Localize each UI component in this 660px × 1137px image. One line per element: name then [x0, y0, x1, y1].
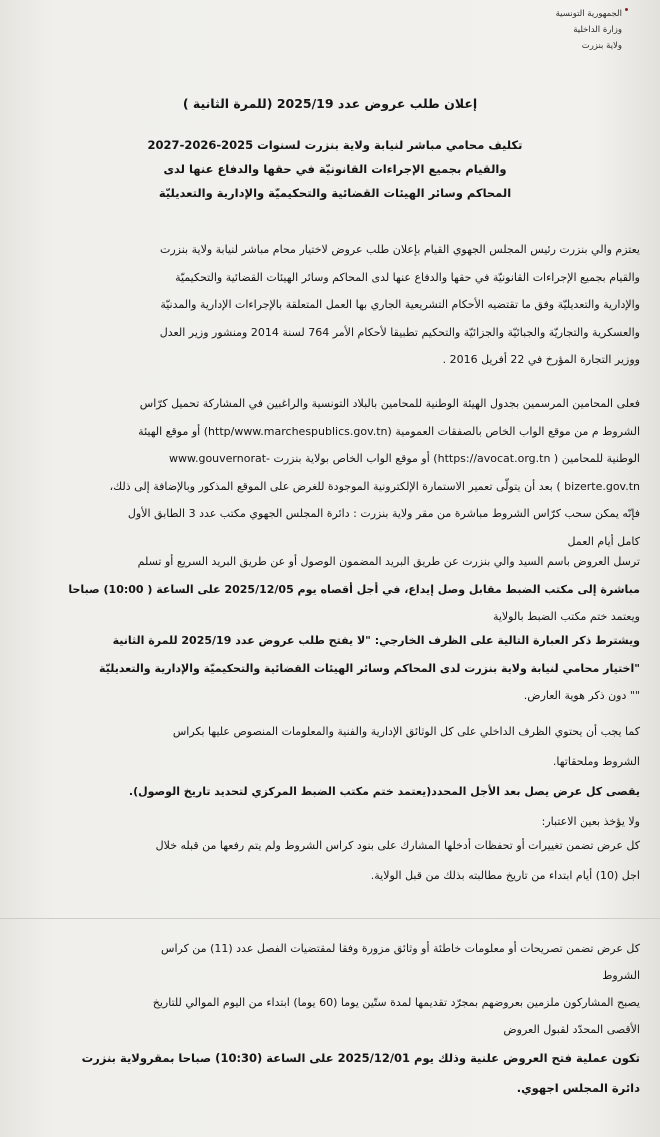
page-title: إعلان طلب عروض عدد 2025/19 (للمرة الثانية ) [182, 96, 478, 111]
subject-line: والقيام بجميع الإجراءات القانونيّة في حقها والدفاع عنها لدى [163, 162, 507, 176]
text-line: bizerte.gov.tn ) بعد أن يتولّى تعمير الاستمارة الإلكترونية الموجودة للغرض على الموقع المذكور وبالإضافة إلى ذلك، [109, 479, 640, 493]
paragraph-intro [24, 236, 640, 374]
text-line: الشروط وملحقاتها. [552, 755, 640, 768]
text-line: والقيام بجميع الإجراءات القانونيّة في حقها والدفاع عنها لدى المحاكم وسائر الهيئات القضائية والتحكيميّة [175, 270, 640, 284]
paragraph-envelope [24, 627, 640, 710]
subject-line: المحاكم وسائر الهيئات القضائية والتحكيميّة والإدارية والتعديليّة [158, 186, 512, 200]
text-line: فإنّه يمكن سحب كرّاس الشروط مباشرة من مقر ولاية بنزرت : دائرة المجلس الجهوي مكتب عدد 3 الطابق الأول [127, 507, 640, 520]
opening-line: دائرة المجلس اجهوي. [516, 1081, 640, 1095]
text-line: الشروط م من موقع الواب الخاص بالصفقات العمومية (http/www.marchespublics.gov.tn) أو موقع الهيئة [138, 424, 640, 438]
text-line: الشروط [602, 969, 640, 982]
text-line: والعسكرية والتجاريّة والجبائيّة والجزائيّة والتحكيم تطبيقا لأحكام الأمر 764 لسنة 2014 ومنشور وزير العدل [159, 325, 640, 339]
subject-line: تكليف محامي مباشر لنيابة ولاية بنزرت لسنوات 2025-2026-2027 [147, 138, 523, 152]
text-line: فعلى المحامين المرسمين بجدول الهيئة الوطنية للمحامين بالبلاد التونسية والراغبين في المشاركة تحميل كرّاس [139, 397, 640, 410]
paragraph-opening [24, 1043, 640, 1103]
text-line: كامل أيام العمل [567, 534, 640, 548]
paragraph-contents [24, 717, 640, 837]
text-line: الأقصى المحدّد لقبول العروض [503, 1023, 640, 1036]
text-line: ووزير التجارة المؤرخ في 22 أفريل 2016 . [442, 353, 640, 366]
paragraph-reservations [24, 831, 640, 891]
letterhead [482, 6, 622, 54]
text-line: كل عرض تضمن تصريحات أو معلومات خاطئة أو وثائق مزورة وفقا لمقتضيات الفصل عدد (11) من كراس [161, 942, 640, 955]
paragraph-validity [24, 935, 640, 1043]
text-line: كما يجب أن يحتوي الظرف الداخلي على كل الوثائق الإدارية والفنية والمعلومات المنصوص عليها بكراس [172, 725, 640, 738]
letterhead-governorate: ولاية بنزرت [581, 41, 622, 51]
text-line: اجل (10) أيام ابتداء من تاريخ مطالبته بذلك من قبل الولاية. [370, 869, 640, 882]
envelope-line: "اختيار محامي لنيابة ولاية بنزرت لدى المحاكم وسائر الهيئات القضائية والتحكيميّة والإدارية والتعديليّة [99, 661, 640, 675]
subject-block [120, 133, 550, 205]
paragraph-download [24, 390, 640, 555]
exclusion-line: يقصى كل عرض يصل بعد الأجل المحدد(يعتمد ختم مكتب الضبط المركزي لتحديد تاريخ الوصول). [128, 785, 640, 798]
text-line: يصبح المشاركون ملزمين بعروضهم بمجرّد تقديمها لمدة ستّين يوما (60 يوما) ابتداء من اليوم الموالي للتاريخ [152, 996, 640, 1009]
page-fold [0, 918, 660, 919]
text-line: "" دون ذكر هوية العارض. [523, 689, 640, 702]
text-line: ولا يؤخذ بعين الاعتبار: [541, 815, 640, 828]
envelope-line: ويشترط ذكر العبارة التالية على الظرف الخارجي: "لا يفتح طلب عروض عدد 2025/19 للمرة الثانية [112, 634, 640, 647]
deadline-line: مباشرة إلى مكتب الضبط مقابل وصل إيداع، في أجل أقصاه يوم 2025/12/05 على الساعة ( 10:00) صباحا [68, 582, 640, 596]
text-line: ويعتمد ختم مكتب الضبط بالولاية [492, 610, 640, 623]
text-line: يعتزم والي بنزرت رئيس المجلس الجهوي القيام بإعلان طلب عروض لاختيار محام مباشر لنيابة ولاية بنزرت [160, 243, 640, 256]
text-line: الوطنية للمحامين ( https://avocat.org.tn) أو موقع الواب الخاص بولاية بنزرت -www.gouvernorat [168, 452, 640, 465]
letterhead-ministry: وزارة الداخلية [573, 25, 622, 35]
text-line: والإدارية والتعديليّة وفق ما تقتضيه الأحكام التشريعية الجاري بها العمل المتعلقة بالإجراءات الإدارية والمدنيّة [160, 298, 640, 311]
corner-mark [625, 8, 628, 11]
text-line: ترسل العروض باسم السيد والي بنزرت عن طريق البريد المضمون الوصول أو عن طريق البريد السريع أو تسلم [137, 555, 640, 568]
letterhead-republic: الجمهورية التونسية [555, 9, 622, 19]
text-line: كل عرض تضمن تغييرات أو تحفظات أدخلها المشارك على بنود كراس الشروط ولم يتم رفعها من قبله خلال [155, 839, 640, 852]
paragraph-submission [24, 548, 640, 631]
opening-line: تكون عملية فتح العروض علنية وذلك يوم 2025/12/01 على الساعة (10:30) صباحا بمقرولاية بنزرت [81, 1051, 640, 1065]
